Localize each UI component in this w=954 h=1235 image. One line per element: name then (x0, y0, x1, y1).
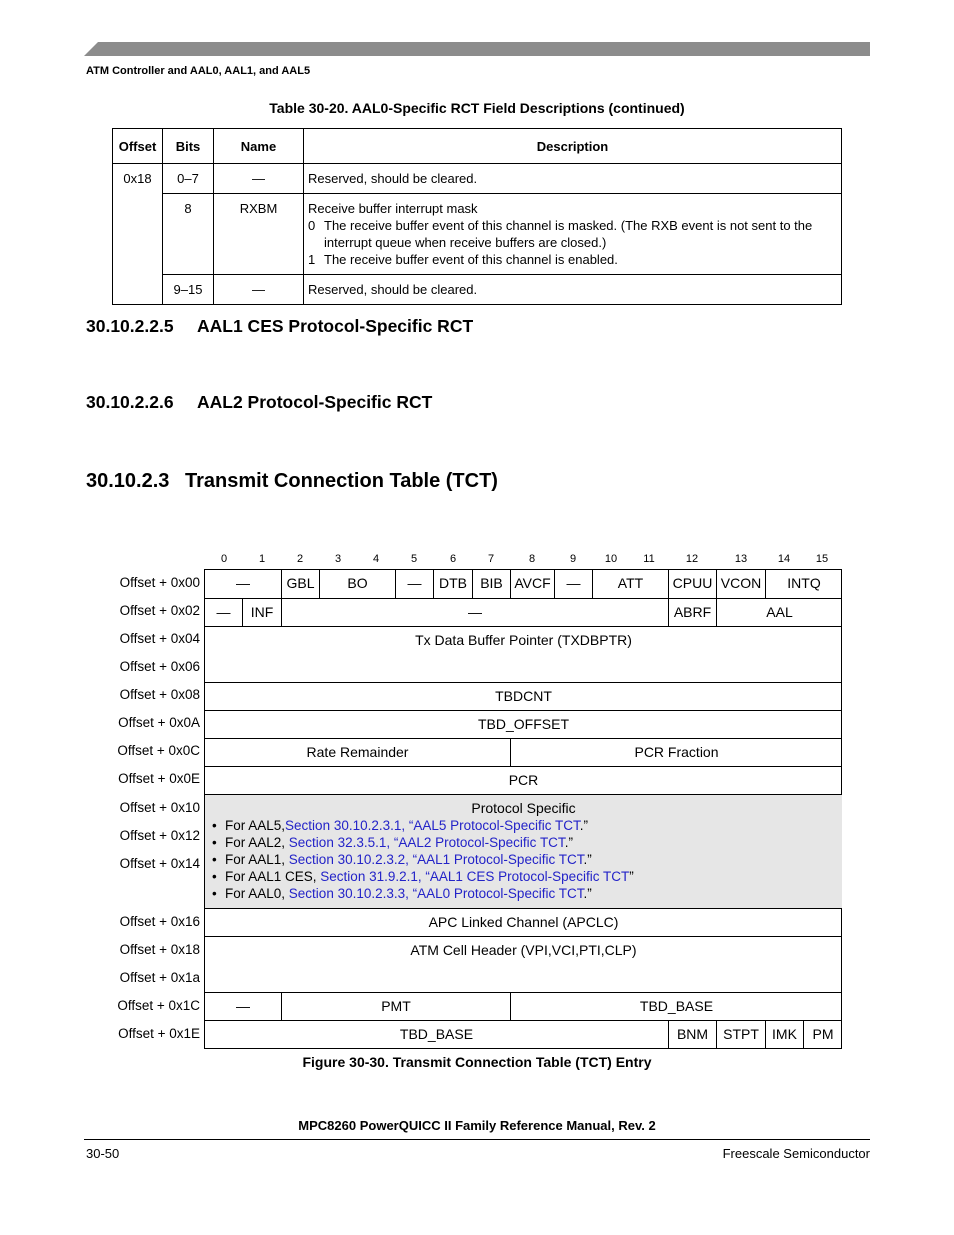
field-imk: IMK (766, 1021, 804, 1049)
field-inf: INF (243, 599, 282, 627)
item-prefix: For AAL0, (225, 886, 289, 901)
field-vcon: VCON (717, 570, 766, 599)
field-intq: INTQ (766, 570, 842, 599)
bullet-icon: • (212, 835, 217, 850)
bullet-icon: • (212, 818, 217, 833)
header-name: Name (214, 129, 304, 164)
section-title: Transmit Connection Table (TCT) (185, 470, 498, 492)
offset-label: Offset + 0x02 (119, 603, 200, 618)
section-title: AAL1 CES Protocol-Specific RCT (197, 316, 474, 336)
section-link-aal0[interactable]: Section 30.10.2.3.3, “AAL0 Protocol-Specific TCT (288, 886, 584, 901)
rct-field-table (112, 128, 842, 305)
bullet-icon: • (212, 869, 217, 884)
section-number: 30.10.2.2.5 (86, 316, 174, 336)
bit-number: 13 (734, 553, 748, 565)
field-abrf: ABRF (669, 599, 717, 627)
field-pcr: PCR (205, 767, 842, 795)
bit-number: 5 (410, 553, 418, 565)
offset-label: Offset + 0x16 (119, 914, 200, 929)
description-text: Receive buffer interrupt mask (308, 201, 478, 216)
item-suffix: ” (629, 869, 634, 884)
bit-number: 0 (220, 553, 228, 565)
section-number: 30.10.2.2.6 (86, 392, 174, 412)
field-avcf: AVCF (511, 570, 555, 599)
bit-number: 7 (487, 553, 495, 565)
item-prefix: For AAL5, (225, 818, 286, 833)
table-caption: Table 30-20. AAL0-Specific RCT Field Descriptions (continued) (269, 100, 685, 116)
bit-number: 3 (334, 553, 342, 565)
field-atm-cell-header: ATM Cell Header (VPI,VCI,PTI,CLP) (205, 937, 842, 993)
offset-label: Offset + 0x0E (118, 771, 200, 786)
field-dtb: DTB (434, 570, 473, 599)
section-title: AAL2 Protocol-Specific RCT (197, 392, 433, 412)
cell-description: Reserved, should be cleared. (304, 164, 842, 194)
value-item (308, 251, 837, 268)
item-prefix: For AAL1, (225, 852, 289, 867)
list-item (212, 868, 842, 885)
section-link-aal1[interactable]: Section 30.10.2.3.2, “AAL1 Protocol-Specific TCT (288, 852, 584, 867)
cell-description (304, 194, 842, 275)
field-tbd-base-upper: TBD_BASE (511, 993, 842, 1021)
section-link-aal5[interactable]: Section 30.10.2.3.1, “AAL5 Protocol-Specific TCT (285, 818, 580, 833)
field-reserved: — (205, 570, 282, 599)
field-pmt: PMT (282, 993, 511, 1021)
cell-bits: 0–7 (163, 164, 214, 194)
table-header-row (113, 129, 842, 164)
list-item (212, 834, 842, 851)
cell-name: RXBM (214, 194, 304, 275)
section-number: 30.10.2.3 (86, 470, 170, 492)
value-item (308, 217, 837, 251)
bit-number-row (0, 553, 954, 567)
tct-register-diagram (204, 569, 842, 1049)
offset-label: Offset + 0x12 (119, 828, 200, 843)
item-prefix: For AAL2, (225, 835, 289, 850)
table-row (113, 194, 842, 275)
field-reserved: — (205, 599, 243, 627)
item-suffix: .” (564, 835, 573, 850)
value-number: 1 (308, 252, 316, 267)
field-rate-remainder: Rate Remainder (205, 739, 511, 767)
footer-divider (84, 1139, 870, 1140)
bit-number: 11 (643, 553, 655, 565)
offset-label: Offset + 0x14 (119, 856, 200, 871)
section-heading-aal1-ces (86, 316, 473, 337)
list-item (212, 885, 842, 902)
item-prefix: For AAL1 CES, (225, 869, 321, 884)
offset-label: Offset + 0x10 (119, 800, 200, 815)
offset-label: Offset + 0x06 (119, 659, 200, 674)
offset-label: Offset + 0x1E (118, 1026, 200, 1041)
table-row (113, 275, 842, 305)
section-heading-tct (86, 470, 498, 493)
field-pcr-fraction: PCR Fraction (511, 739, 842, 767)
section-heading-aal2 (86, 392, 432, 413)
field-reserved: — (205, 993, 282, 1021)
header-bits: Bits (163, 129, 214, 164)
bit-number: 6 (449, 553, 457, 565)
offset-label: Offset + 0x00 (119, 575, 200, 590)
cell-name: — (214, 164, 304, 194)
field-reserved: — (396, 570, 434, 599)
section-link-aal1-ces[interactable]: Section 31.9.2.1, “AAL1 CES Protocol-Specific TCT (320, 869, 630, 884)
item-suffix: .” (583, 852, 592, 867)
field-tbdcnt: TBDCNT (205, 683, 842, 711)
list-item (212, 817, 842, 834)
offset-label: Offset + 0x0A (118, 715, 200, 730)
field-pm: PM (812, 1026, 834, 1042)
cell-offset: 0x18 (113, 164, 163, 305)
field-tbd-base-lower: TBD_BASE (205, 1021, 669, 1049)
field-stpt: STPT (717, 1021, 766, 1049)
bit-number: 1 (258, 553, 266, 565)
header-offset: Offset (113, 129, 163, 164)
offset-label: Offset + 0x04 (119, 631, 200, 646)
cell-name: — (214, 275, 304, 305)
figure-caption: Figure 30-30. Transmit Connection Table (TCT) Entry (302, 1054, 652, 1070)
item-suffix: .” (579, 818, 588, 833)
field-txdbptr: Tx Data Buffer Pointer (TXDBPTR) (205, 627, 842, 683)
field-reserved: — (282, 599, 669, 627)
bit-number: 12 (685, 553, 699, 565)
cell-bits: 9–15 (163, 275, 214, 305)
field-apclc: APC Linked Channel (APCLC) (205, 909, 842, 937)
bullet-icon: • (212, 852, 217, 867)
field-bib: BIB (473, 570, 511, 599)
bit-number: 10 (604, 553, 618, 565)
offset-label: Offset + 0x1a (119, 970, 200, 985)
field-tbd-offset: TBD_OFFSET (205, 711, 842, 739)
header-description: Description (304, 129, 842, 164)
footer-company: Freescale Semiconductor (722, 1146, 870, 1161)
field-cpuu: CPUU (669, 570, 717, 599)
list-item (212, 851, 842, 868)
field-gbl: GBL (282, 570, 320, 599)
bit-number: 9 (569, 553, 577, 565)
field-protocol-specific (205, 795, 842, 909)
offset-label: Offset + 0x18 (119, 942, 200, 957)
cell-bits: 8 (163, 194, 214, 275)
item-suffix: .” (583, 886, 592, 901)
field-aal: AAL (717, 599, 842, 627)
value-text: The receive buffer event of this channel is enabled. (324, 252, 618, 267)
field-bo: BO (320, 570, 396, 599)
header-bar (84, 42, 870, 56)
value-text: The receive buffer event of this channel is masked. (The RXB event is not sent to the interrupt queue when receive buffers are closed.) (324, 218, 813, 250)
protocol-specific-title: Protocol Specific (471, 800, 576, 816)
protocol-reference-list (205, 817, 842, 902)
offset-label: Offset + 0x1C (117, 998, 200, 1013)
field-reserved: — (555, 570, 593, 599)
running-head: ATM Controller and AAL0, AAL1, and AAL5 (86, 65, 311, 77)
table-row (113, 164, 842, 194)
bit-number: 2 (296, 553, 304, 565)
offset-label: Offset + 0x08 (119, 687, 200, 702)
field-att: ATT (593, 570, 669, 599)
section-link-aal2[interactable]: Section 32.3.5.1, “AAL2 Protocol-Specific TCT (288, 835, 565, 850)
bit-number: 4 (372, 553, 380, 565)
bit-number: 14 (777, 553, 791, 565)
bit-number: 8 (528, 553, 536, 565)
field-bnm: BNM (669, 1021, 717, 1049)
offset-label: Offset + 0x0C (117, 743, 200, 758)
page-number: 30-50 (86, 1146, 120, 1161)
footer-title: MPC8260 PowerQUICC II Family Reference Manual, Rev. 2 (298, 1118, 656, 1133)
bullet-icon: • (212, 886, 217, 901)
bit-number: 15 (815, 553, 829, 565)
value-number: 0 (308, 218, 316, 233)
cell-description: Reserved, should be cleared. (304, 275, 842, 305)
